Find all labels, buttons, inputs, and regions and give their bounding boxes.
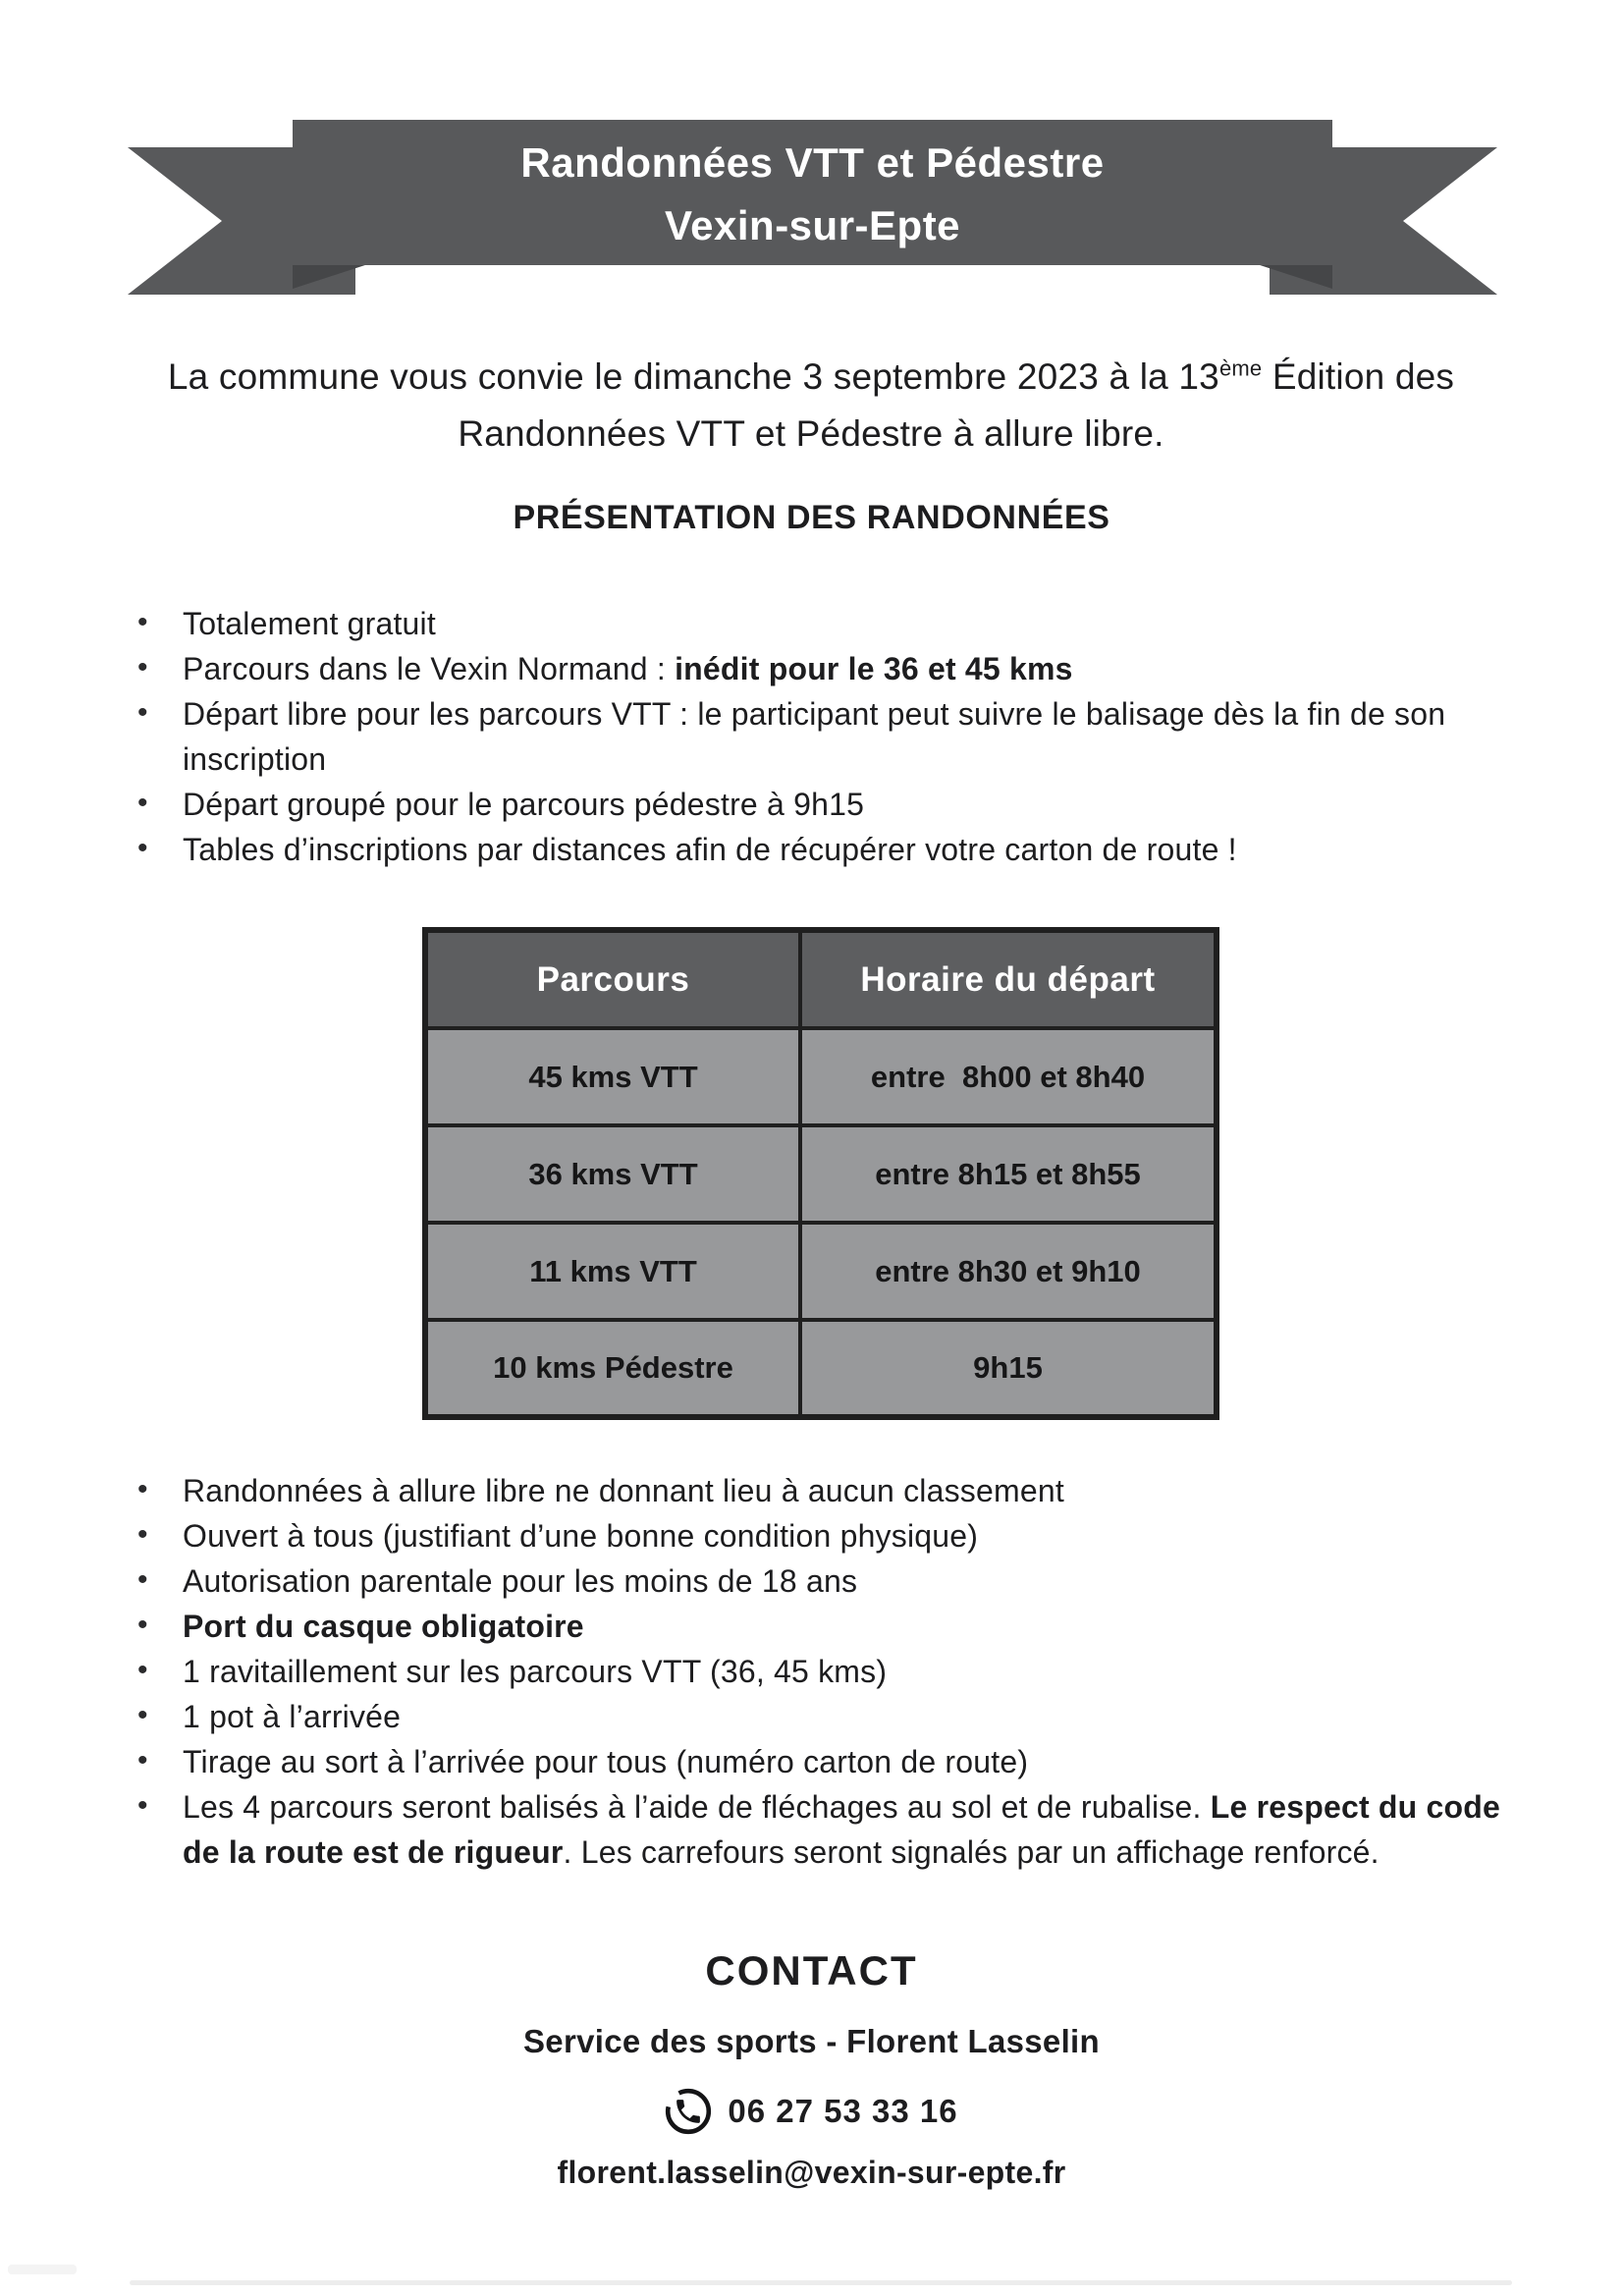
- list-item-text: Totalement gratuit: [183, 606, 436, 641]
- presentation-heading: PRÉSENTATION DES RANDONNÉES: [513, 499, 1110, 536]
- list-item: [116, 1604, 1530, 1649]
- list-item: [116, 601, 1530, 646]
- list-item: [116, 1784, 1530, 1875]
- list-item-text: 1 ravitaillement sur les parcours VTT (36, 45 kms): [183, 1654, 888, 1689]
- list-item-text: Le respect du code de la route est de rigueur: [183, 1789, 1500, 1870]
- list-item: [116, 1739, 1530, 1784]
- list-item-text: Départ libre pour les parcours VTT : le participant peut suivre le balisage dès la fin de son inscription: [183, 696, 1446, 777]
- phone-icon: [665, 2088, 712, 2135]
- table-row: [425, 1223, 1217, 1320]
- list-item: [116, 646, 1530, 691]
- intro-text-before: La commune vous convie le dimanche 3 septembre 2023 à la 13: [167, 356, 1219, 397]
- list-item: [116, 1694, 1530, 1739]
- table-header-cell: Parcours: [425, 930, 800, 1028]
- list-item-text: Tables d’inscriptions par distances afin de récupérer votre carton de route !: [183, 832, 1237, 867]
- list-item-text: . Les carrefours seront signalés par un affichage renforcé.: [563, 1834, 1380, 1870]
- contact-heading: CONTACT: [705, 1947, 918, 1994]
- title-banner: [128, 106, 1497, 312]
- contact-phone-row: [0, 2088, 1623, 2135]
- list-item-text: Départ groupé pour le parcours pédestre à 9h15: [183, 787, 865, 822]
- table-row: [425, 1125, 1217, 1223]
- list-item-text: Les 4 parcours seront balisés à l’aide de fléchages au sol et de rubalise.: [183, 1789, 1211, 1825]
- scan-shadow-line: [130, 2280, 1512, 2285]
- list-item-text: Parcours dans le Vexin Normand :: [183, 651, 676, 686]
- intro-text-after: Édition des Randonnées VTT et Pédestre à allure libre.: [458, 356, 1455, 454]
- list-item: [116, 782, 1530, 827]
- table-row: [425, 1320, 1217, 1417]
- table-cell: entre 8h30 et 9h10: [800, 1223, 1217, 1320]
- list-item: [116, 1513, 1530, 1558]
- table-cell: 11 kms VTT: [425, 1223, 800, 1320]
- intro-superscript: ème: [1218, 355, 1263, 381]
- contact-phone-number: 06 27 53 33 16: [728, 2093, 958, 2129]
- list-item: [116, 1558, 1530, 1604]
- table-cell: 9h15: [800, 1320, 1217, 1417]
- list-item: [116, 691, 1530, 782]
- contact-service-line: Service des sports - Florent Lasselin: [523, 2023, 1100, 2059]
- table-header-cell: Horaire du départ: [800, 930, 1217, 1028]
- table-row: [425, 1028, 1217, 1125]
- list-item-text: Port du casque obligatoire: [183, 1609, 584, 1644]
- schedule-table: [422, 927, 1219, 1420]
- table-cell: 36 kms VTT: [425, 1125, 800, 1223]
- list-item-text: 1 pot à l’arrivée: [183, 1699, 402, 1734]
- list-item: [116, 827, 1530, 872]
- table-cell: 10 kms Pédestre: [425, 1320, 800, 1417]
- list-item-text: Randonnées à allure libre ne donnant lieu à aucun classement: [183, 1473, 1064, 1508]
- presentation-bullet-list-top: [116, 601, 1530, 872]
- table-cell: 45 kms VTT: [425, 1028, 800, 1125]
- list-item-text: Tirage au sort à l’arrivée pour tous (numéro carton de route): [183, 1744, 1029, 1779]
- table-header-row: [425, 930, 1217, 1028]
- list-item-text: Ouvert à tous (justifiant d’une bonne condition physique): [183, 1518, 979, 1554]
- banner-title-line2: Vexin-sur-Epte: [664, 202, 961, 248]
- list-item-text: Autorisation parentale pour les moins de 18 ans: [183, 1563, 858, 1599]
- contact-email: florent.lasselin@vexin-sur-epte.fr: [557, 2155, 1066, 2190]
- banner-title-line1: Randonnées VTT et Pédestre: [520, 139, 1105, 186]
- table-cell: entre 8h00 et 8h40: [800, 1028, 1217, 1125]
- table-cell: entre 8h15 et 8h55: [800, 1125, 1217, 1223]
- list-item: [116, 1649, 1530, 1694]
- list-item: [116, 1468, 1530, 1513]
- scan-smudge: [8, 2265, 77, 2274]
- intro-paragraph: [114, 349, 1508, 463]
- list-item-text: inédit pour le 36 et 45 kms: [675, 651, 1073, 686]
- presentation-bullet-list-bottom: [116, 1468, 1530, 1875]
